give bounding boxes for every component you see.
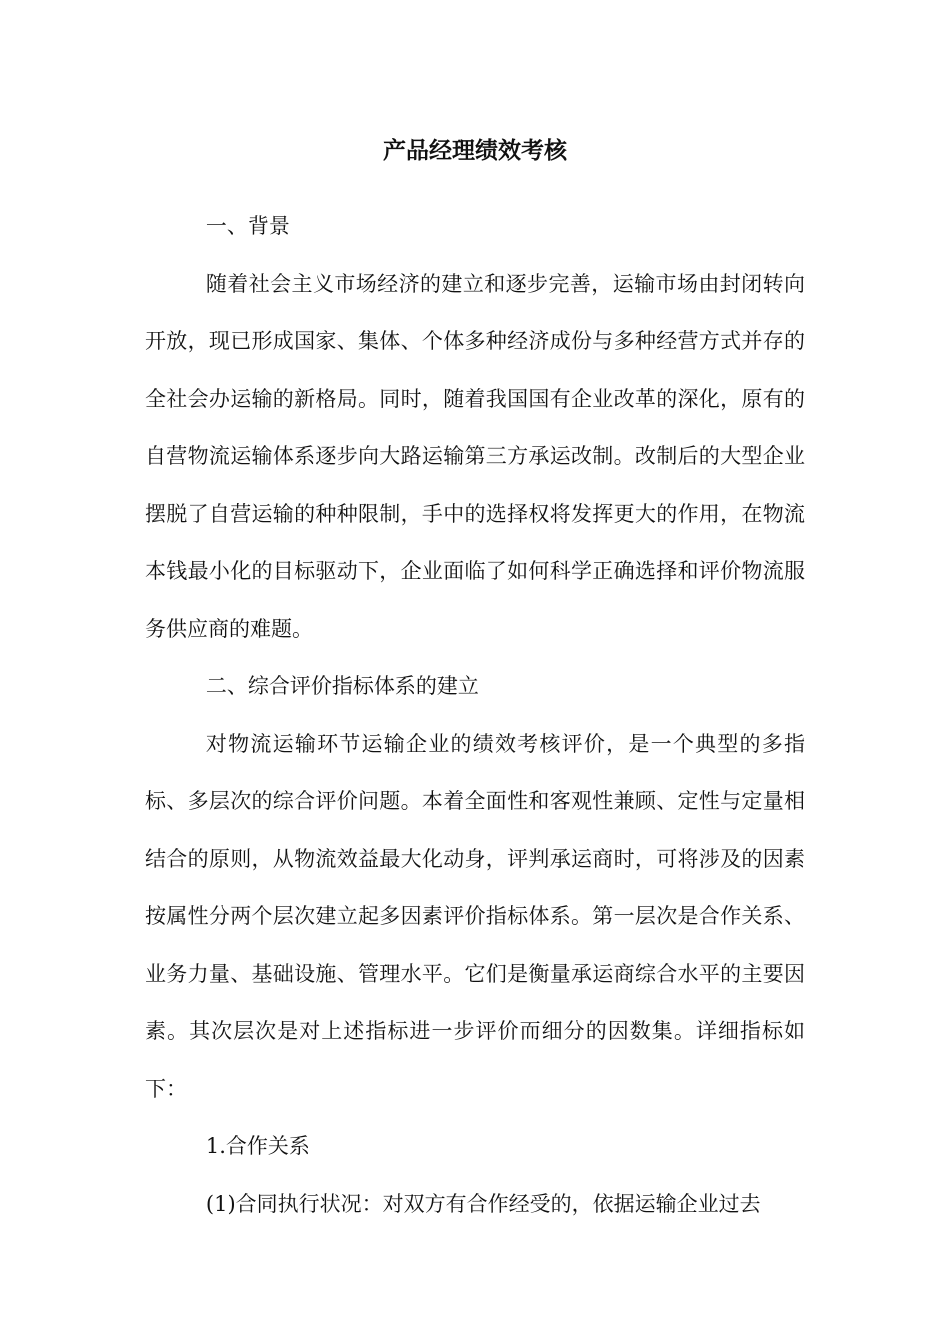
paragraph-contract-execution: (1)合同执行状况：对双方有合作经受的，依据运输企业过去: [205, 1191, 761, 1216]
paragraph-indicator-system: 对物流运输环节运输企业的绩效考核评价，是一个典型的多指标、多层次的综合评价问题。本着全面性和客观性兼顾、定性与定量相结合的原则，从物流效益最大化动身，评判承运商时，可将涉及的因素按属性分两个层次建立起多因素评价指标体系。第一层次是合作关系、业务力量、基础设施、管理水平。它们是衡量承运商综合水平的主要因素。其次层次是对上述指标进一步评价而细分的因数集。详细指标如下：: [145, 731, 805, 1101]
document-body: [145, 198, 805, 1233]
section-heading-background: 一、背景: [205, 214, 290, 238]
document-title: 产品经理绩效考核: [383, 138, 567, 164]
section-heading-indicator-system: 二、综合评价指标体系的建立: [205, 674, 479, 698]
subheading-cooperation: 1.合作关系: [205, 1134, 310, 1158]
paragraph-background: 随着社会主义市场经济的建立和逐步完善，运输市场由封闭转向开放，现已形成国家、集体、个体多种经济成份与多种经营方式并存的全社会办运输的新格局。同时，随着我国国有企业改革的深化，原有的自营物流运输体系逐步向大路运输第三方承运改制。改制后的大型企业摆脱了自营运输的种种限制，手中的选择权将发挥更大的作用，在物流本钱最小化的目标驱动下，企业面临了如何科学正确选择和评价物流服务供应商的难题。: [145, 271, 805, 641]
